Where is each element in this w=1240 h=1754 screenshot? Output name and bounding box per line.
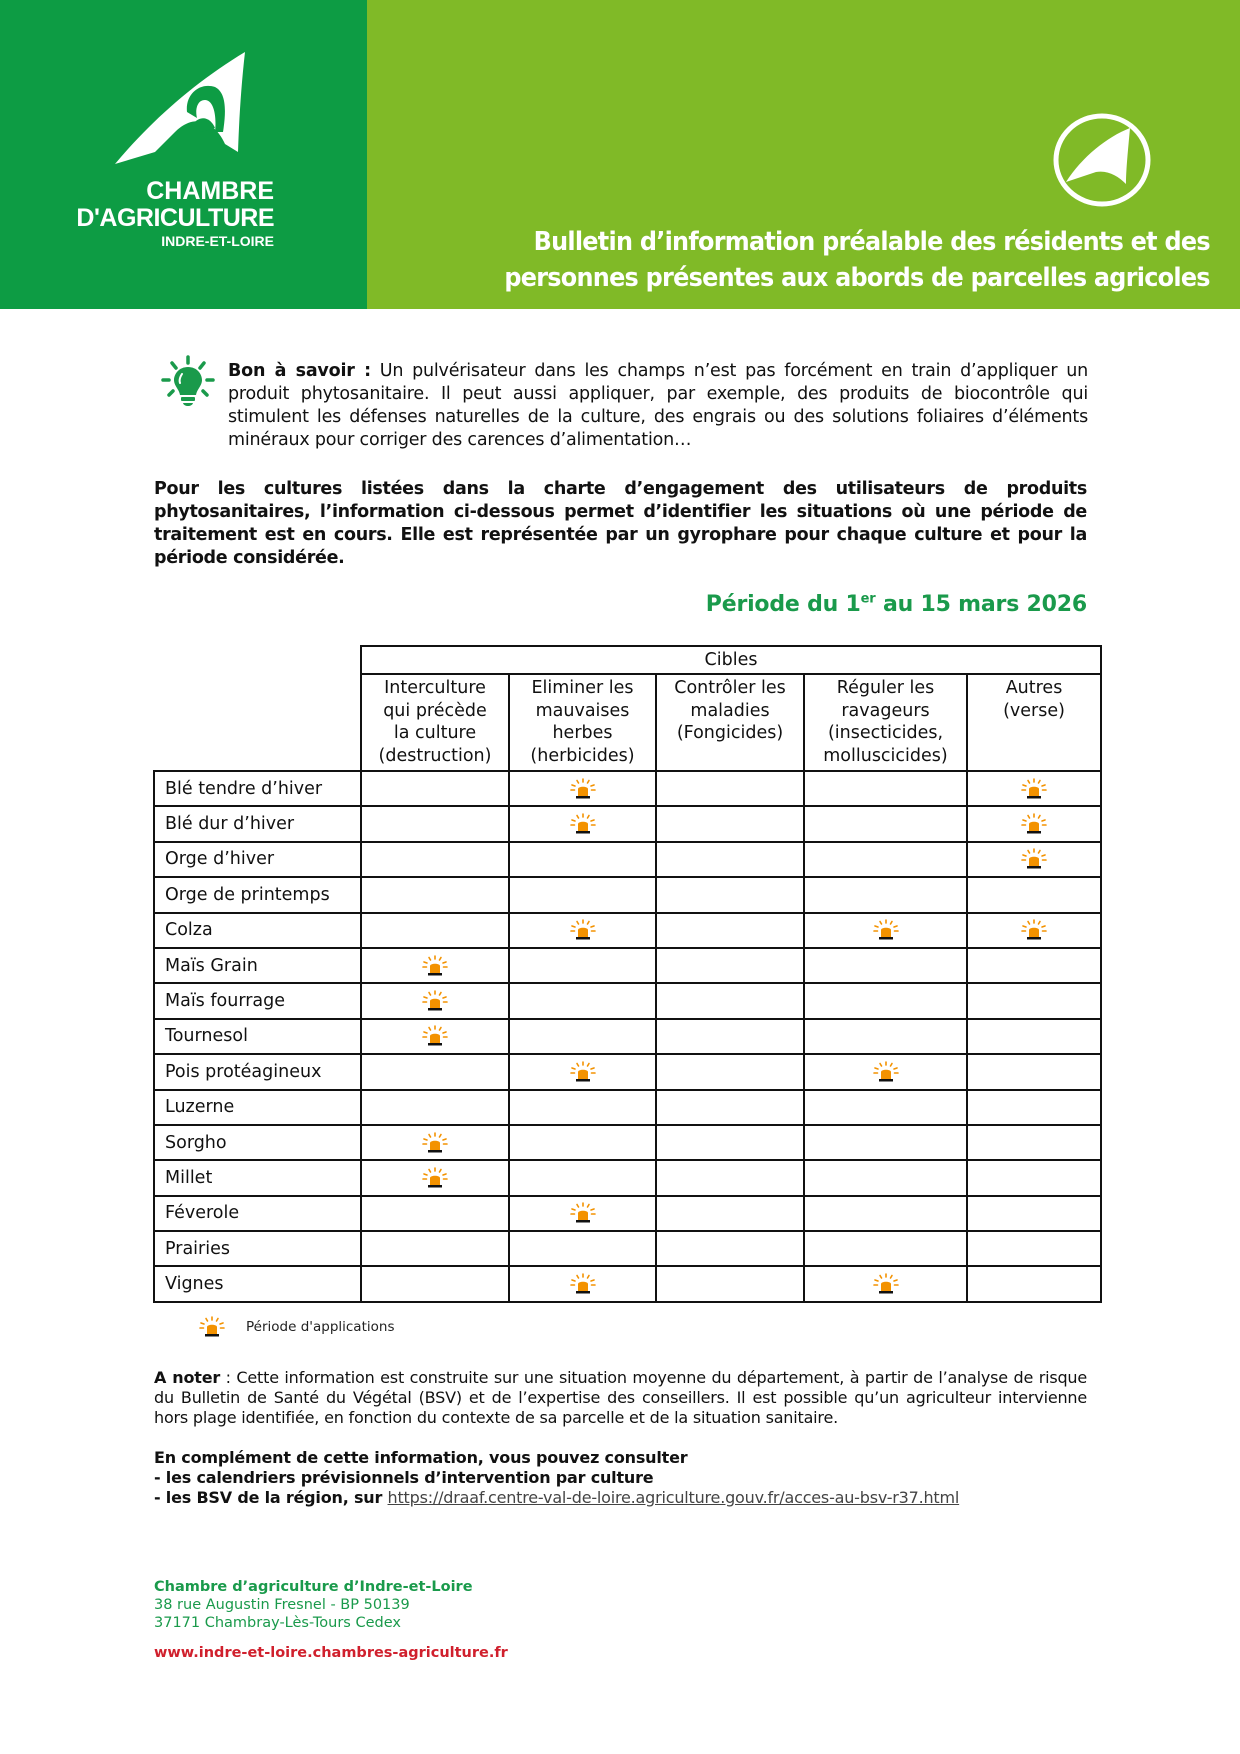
table-cell: [804, 877, 967, 912]
table-cell: [967, 1019, 1101, 1054]
table-cell: [361, 1125, 509, 1160]
table-cell: [967, 1231, 1101, 1266]
column-header-line: (herbicides): [530, 745, 635, 766]
table-cell: [509, 948, 656, 983]
table-cell: [804, 948, 967, 983]
beacon-light-icon: [569, 814, 597, 834]
table-cell: [509, 1054, 656, 1089]
table-cell: [509, 1231, 656, 1266]
beacon-light-icon: [421, 991, 449, 1011]
table-cell: [967, 1090, 1101, 1125]
table-cell: [804, 1231, 967, 1266]
column-header-line: herbes: [552, 723, 613, 743]
column-header-line: Autres: [1005, 678, 1063, 698]
table-cell: [656, 1019, 804, 1054]
table-cell: [804, 771, 967, 806]
table-cell: [361, 1090, 509, 1125]
table-cell: [361, 806, 509, 841]
table-cell: [361, 1196, 509, 1231]
page-title: [505, 224, 1210, 296]
note-paragraph: [154, 1368, 1087, 1428]
table-cell: [361, 1160, 509, 1195]
title-line-2: personnes présentes aux abords de parcelles agricoles: [504, 263, 1210, 293]
table-cell: [509, 983, 656, 1018]
chambre-agriculture-a-icon: [115, 52, 255, 167]
period-ordinal: er: [860, 591, 876, 607]
table-cell: [361, 948, 509, 983]
footer-address-line-2: 37171 Chambray-Lès-Tours Cedex: [154, 1615, 401, 1631]
column-header-4: [804, 674, 967, 771]
column-header-2: [509, 674, 656, 771]
logo-line-chambre: CHAMBRE: [146, 177, 274, 205]
table-cell: [967, 771, 1101, 806]
table-cell: [967, 806, 1101, 841]
beacon-light-icon: [569, 920, 597, 940]
beacon-light-icon: [872, 1274, 900, 1294]
note-label: A noter: [154, 1368, 221, 1387]
table-cell: [804, 1196, 967, 1231]
table-cell: [656, 877, 804, 912]
table-row: [154, 1090, 1101, 1125]
logo-line-department: INDRE-ET-LOIRE: [161, 233, 274, 249]
beacon-light-icon: [872, 1062, 900, 1082]
footer-website-link[interactable]: www.indre-et-loire.chambres-agriculture.fr: [154, 1645, 508, 1661]
table-cell: [656, 913, 804, 948]
table-cell: [656, 948, 804, 983]
crop-name: Blé dur d’hiver: [154, 806, 361, 841]
footer-organization: Chambre d’agriculture d’Indre-et-Loire: [154, 1579, 473, 1595]
table-cell: [656, 1090, 804, 1125]
crop-name: Maïs fourrage: [154, 983, 361, 1018]
crop-name: Prairies: [154, 1231, 361, 1266]
complement-section: [154, 1448, 1087, 1508]
table-row: [154, 1160, 1101, 1195]
column-header-line: (destruction): [378, 745, 492, 766]
table-row: [154, 1231, 1101, 1266]
complement-line-1: En complément de cette information, vous pouvez consulter: [154, 1448, 688, 1467]
table-cell: [804, 806, 967, 841]
table-cell: [804, 913, 967, 948]
table-cell: [509, 913, 656, 948]
table-cell: [656, 806, 804, 841]
table-cell: [804, 1266, 967, 1301]
bsv-link[interactable]: https://draaf.centre-val-de-loire.agriculture.gouv.fr/acces-au-bsv-r37.html: [387, 1488, 960, 1507]
column-header-1: [361, 674, 509, 771]
column-header-line: la culture: [393, 723, 477, 743]
beacon-light-icon: [1020, 814, 1048, 834]
beacon-light-icon: [569, 1274, 597, 1294]
beacon-light-icon: [421, 1133, 449, 1153]
column-header-line: qui précède: [383, 700, 487, 721]
complement-line-2: - les calendriers prévisionnels d’intervention par culture: [154, 1468, 654, 1487]
column-header-line: Réguler les: [836, 678, 935, 698]
table-cell: [804, 1125, 967, 1160]
table-cell: [509, 771, 656, 806]
column-header-3: [656, 674, 804, 771]
table-cell: [509, 877, 656, 912]
table-cell: [804, 1160, 967, 1195]
legend: [198, 1316, 394, 1338]
crop-name: Pois protéagineux: [154, 1054, 361, 1089]
table-cell: [361, 842, 509, 877]
table-cell: [967, 1160, 1101, 1195]
table-cell: [509, 1090, 656, 1125]
column-header-line: Eliminer les: [531, 678, 634, 698]
table-cell: [656, 842, 804, 877]
table-row: [154, 877, 1101, 912]
table-cell: [509, 1019, 656, 1054]
table-cell: [656, 983, 804, 1018]
period-prefix: Période du 1: [705, 592, 861, 617]
table-cell: [656, 1196, 804, 1231]
crop-name: Blé tendre d’hiver: [154, 771, 361, 806]
complement-line-3-prefix: - les BSV de la région, sur: [154, 1488, 388, 1507]
beacon-light-icon: [569, 1203, 597, 1223]
table-cell: [804, 1019, 967, 1054]
column-header-line: Interculture: [384, 678, 486, 698]
header-banner-left: [0, 0, 367, 309]
table-cell: [967, 1266, 1101, 1301]
organization-logo-text: [76, 178, 274, 250]
table-cell: [509, 806, 656, 841]
crop-name: Colza: [154, 913, 361, 948]
column-header-line: mauvaises: [535, 700, 630, 721]
crop-name: Orge de printemps: [154, 877, 361, 912]
table-row: [154, 913, 1101, 948]
table-cell: [967, 1196, 1101, 1231]
crop-name: Luzerne: [154, 1090, 361, 1125]
beacon-light-icon: [421, 1168, 449, 1188]
crop-name: Millet: [154, 1160, 361, 1195]
column-group-header: Cibles: [361, 646, 1101, 674]
table-cell: [509, 842, 656, 877]
table-cell: [967, 1054, 1101, 1089]
column-header-5: [967, 674, 1101, 771]
crop-name: Vignes: [154, 1266, 361, 1301]
tip-text: [228, 360, 1088, 452]
table-row: [154, 1196, 1101, 1231]
crop-name: Sorgho: [154, 1125, 361, 1160]
column-header-line: Contrôler les: [674, 678, 786, 698]
table-cell: [509, 1125, 656, 1160]
table-cell: [967, 948, 1101, 983]
table-cell: [804, 842, 967, 877]
table-row: [154, 1125, 1101, 1160]
table-corner: [154, 646, 361, 771]
table-cell: [361, 1019, 509, 1054]
table-cell: [967, 913, 1101, 948]
circle-arrow-logo-icon: [1052, 112, 1152, 208]
beacon-light-icon: [569, 1062, 597, 1082]
period-heading: [706, 590, 1087, 620]
table-cell: [967, 1125, 1101, 1160]
table-cell: [656, 1231, 804, 1266]
column-header-line: (Fongicides): [676, 723, 784, 743]
tip-body: Un pulvérisateur dans les champs n’est pas forcément en train d’appliquer un produit phytosanitaire. Il peut aussi appliquer, par exemple, des produits de biocontrôle qui stimulent les défenses naturelles de la culture, des engrais ou des solutions foliaires d’éléments minéraux pour corriger des carences d’alimentation…: [228, 361, 1089, 450]
table-cell: [804, 983, 967, 1018]
complement-line-3: [154, 1488, 1087, 1508]
logo-line-agriculture: D'AGRICULTURE: [76, 204, 274, 232]
beacon-light-icon: [421, 956, 449, 976]
beacon-light-icon: [569, 779, 597, 799]
beacon-light-icon: [1020, 920, 1048, 940]
column-header-line: maladies: [690, 700, 770, 721]
crop-name: Féverole: [154, 1196, 361, 1231]
lightbulb-icon: [160, 355, 216, 411]
column-header-line: (verse): [1003, 700, 1065, 721]
beacon-light-icon: [1020, 849, 1048, 869]
table-cell: [656, 1160, 804, 1195]
table-cell: [804, 1090, 967, 1125]
crop-name: Tournesol: [154, 1019, 361, 1054]
crop-name: Orge d’hiver: [154, 842, 361, 877]
legend-label: Période d'applications: [246, 1319, 395, 1335]
table-row: [154, 771, 1101, 806]
beacon-light-icon: [421, 1026, 449, 1046]
table-row: [154, 948, 1101, 983]
footer: [154, 1578, 508, 1662]
table-cell: [656, 1125, 804, 1160]
table-cell: [361, 877, 509, 912]
table-cell: [361, 983, 509, 1018]
beacon-light-icon: [872, 920, 900, 940]
column-header-line: (insecticides,: [827, 723, 944, 743]
period-suffix: au 15 mars 2026: [875, 592, 1087, 617]
crop-name: Maïs Grain: [154, 948, 361, 983]
intro-paragraph: Pour les cultures listées dans la charte d’engagement des utilisateurs de produits phytosanitaires, l’information ci-dessous permet d’identifier les situations où une période de traitement est en cours. Elle est représentée par un gyrophare pour chaque culture et pour la période considérée.: [154, 479, 1087, 568]
table-cell: [509, 1196, 656, 1231]
treatment-table: [153, 645, 1102, 1303]
table-cell: [361, 771, 509, 806]
column-header-line: ravageurs: [841, 700, 930, 721]
table-cell: [967, 983, 1101, 1018]
table-row: [154, 1019, 1101, 1054]
table-cell: [509, 1266, 656, 1301]
table-row: [154, 983, 1101, 1018]
table-cell: [656, 771, 804, 806]
table-cell: [361, 1231, 509, 1266]
table-cell: [361, 913, 509, 948]
table-cell: [361, 1054, 509, 1089]
table-cell: [656, 1266, 804, 1301]
table-cell: [509, 1160, 656, 1195]
table-row: [154, 842, 1101, 877]
column-header-line: molluscicides): [823, 745, 948, 766]
table-row: [154, 806, 1101, 841]
table-cell: [804, 1054, 967, 1089]
tip-label: Bon à savoir :: [228, 361, 371, 381]
table-row: [154, 1054, 1101, 1089]
title-line-1: Bulletin d’information préalable des résidents et des: [533, 227, 1210, 257]
table-row: [154, 1266, 1101, 1301]
footer-address-line-1: 38 rue Augustin Fresnel - BP 50139: [154, 1597, 410, 1613]
note-body: : Cette information est construite sur une situation moyenne du département, à partir de l’analyse de risque du Bulletin de Santé du Végétal (BSV) et de l’expertise des conseillers. Il est possible qu’un agriculteur intervienne hors plage identifiée, en fonction du contexte de sa parcelle et de la situation sanitaire.: [154, 1368, 1087, 1427]
legend-beacon-icon: [198, 1316, 226, 1338]
table-cell: [361, 1266, 509, 1301]
table-cell: [656, 1054, 804, 1089]
beacon-light-icon: [1020, 779, 1048, 799]
table-cell: [967, 842, 1101, 877]
table-cell: [967, 877, 1101, 912]
